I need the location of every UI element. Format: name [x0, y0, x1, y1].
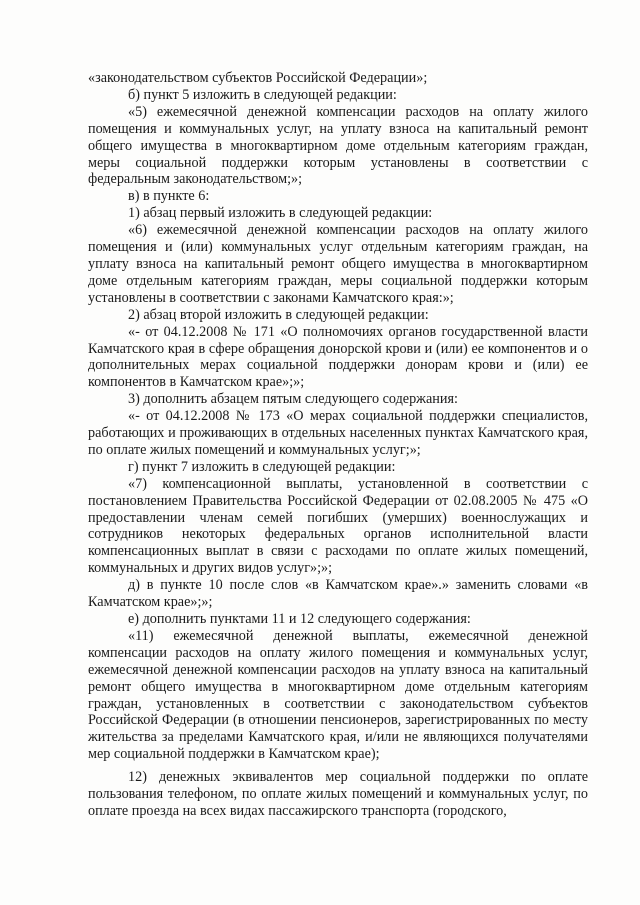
paragraph-8: «- от 04.12.2008 № 171 «О полномочиях органов государственной власти Камчатского края в сфере обращения донорской крови и (или) ее компонентов и о дополнительных мерах социальной поддержки донорам крови и (или) ее компонентов в Камчатском крае»;»; [88, 323, 588, 391]
paragraph-11: г) пункт 7 изложить в следующей редакции: [128, 458, 396, 475]
paragraph-1: «законодательством субъектов Российской Федерации»; [88, 70, 428, 86]
document-body [88, 70, 588, 820]
paragraph-2: б) пункт 5 изложить в следующей редакции: [128, 86, 397, 103]
paragraph-16: 12) денежных эквивалентов мер социальной поддержки по оплате пользования телефоном, по оплате жилых помещений и коммунальных услуг, по оплате проезда на всех видах пассажирского транспорта (городского, [88, 769, 588, 819]
paragraph-12: «7) компенсационной выплаты, установленной в соответствии с постановлением Правительства Российской Федерации от 02.08.2005 № 475 «О предоставлении членам семей погибших (умерших) военнослужащих и сотрудников некоторых федеральных органов исполнительной власти компенсационных выплат в связи с расходами по оплате жилых помещений, коммунальных и других видов услуг»;»; [88, 475, 588, 577]
paragraph-9: 3) дополнить абзацем пятым следующего содержания: [128, 391, 458, 408]
paragraph-7: 2) абзац второй изложить в следующей редакции: [128, 306, 429, 323]
paragraph-15: «11) ежемесячной денежной выплаты, ежемесячной денежной компенсации расходов на оплату жилого помещения и коммунальных услуг, ежемесячной денежной компенсации расходов на уплату взноса на капитальный ремонт общего имущества в многоквартирном доме отдельным категориям граждан, установленных в соответствии с законодательством субъектов Российской Федерации (в отношении пенсионеров, зарегистрированных по месту жительства за пределами Камчатского края, и/или не являющихся получателями мер социальной поддержки в Камчатском крае); [88, 627, 588, 763]
paragraph-5: 1) абзац первый изложить в следующей редакции: [128, 205, 433, 222]
paragraph-10: «- от 04.12.2008 № 173 «О мерах социальной поддержки специалистов, работающих и проживающих в отдельных населенных пунктах Камчатского края, по оплате жилых помещений и коммунальных услуг;»; [88, 408, 588, 458]
paragraph-6: «6) ежемесячной денежной компенсации расходов на оплату жилого помещения и (или) коммунальных услуг отдельным категориям граждан, на уплату взноса на капитальный ремонт общего имущества в многоквартирном доме отдельным категориям граждан, меры социальной поддержки которым установлены в соответствии с законами Камчатского края:»; [88, 222, 588, 306]
paragraph-4: в) в пункте 6: [128, 188, 210, 205]
paragraph-14: е) дополнить пунктами 11 и 12 следующего содержания: [128, 611, 471, 627]
paragraph-13: д) в пункте 10 после слов «в Камчатском крае».» заменить словами «в Камчатском крае»;»; [88, 577, 588, 611]
paragraph-3: «5) ежемесячной денежной компенсации расходов на оплату жилого помещения и коммунальных услуг, на уплату взноса на капитальный ремонт общего имущества в многоквартирном доме отдельным категориям граждан, меры социальной поддержки которым установлены в соответствии с федеральным законодательством;»; [88, 103, 588, 188]
